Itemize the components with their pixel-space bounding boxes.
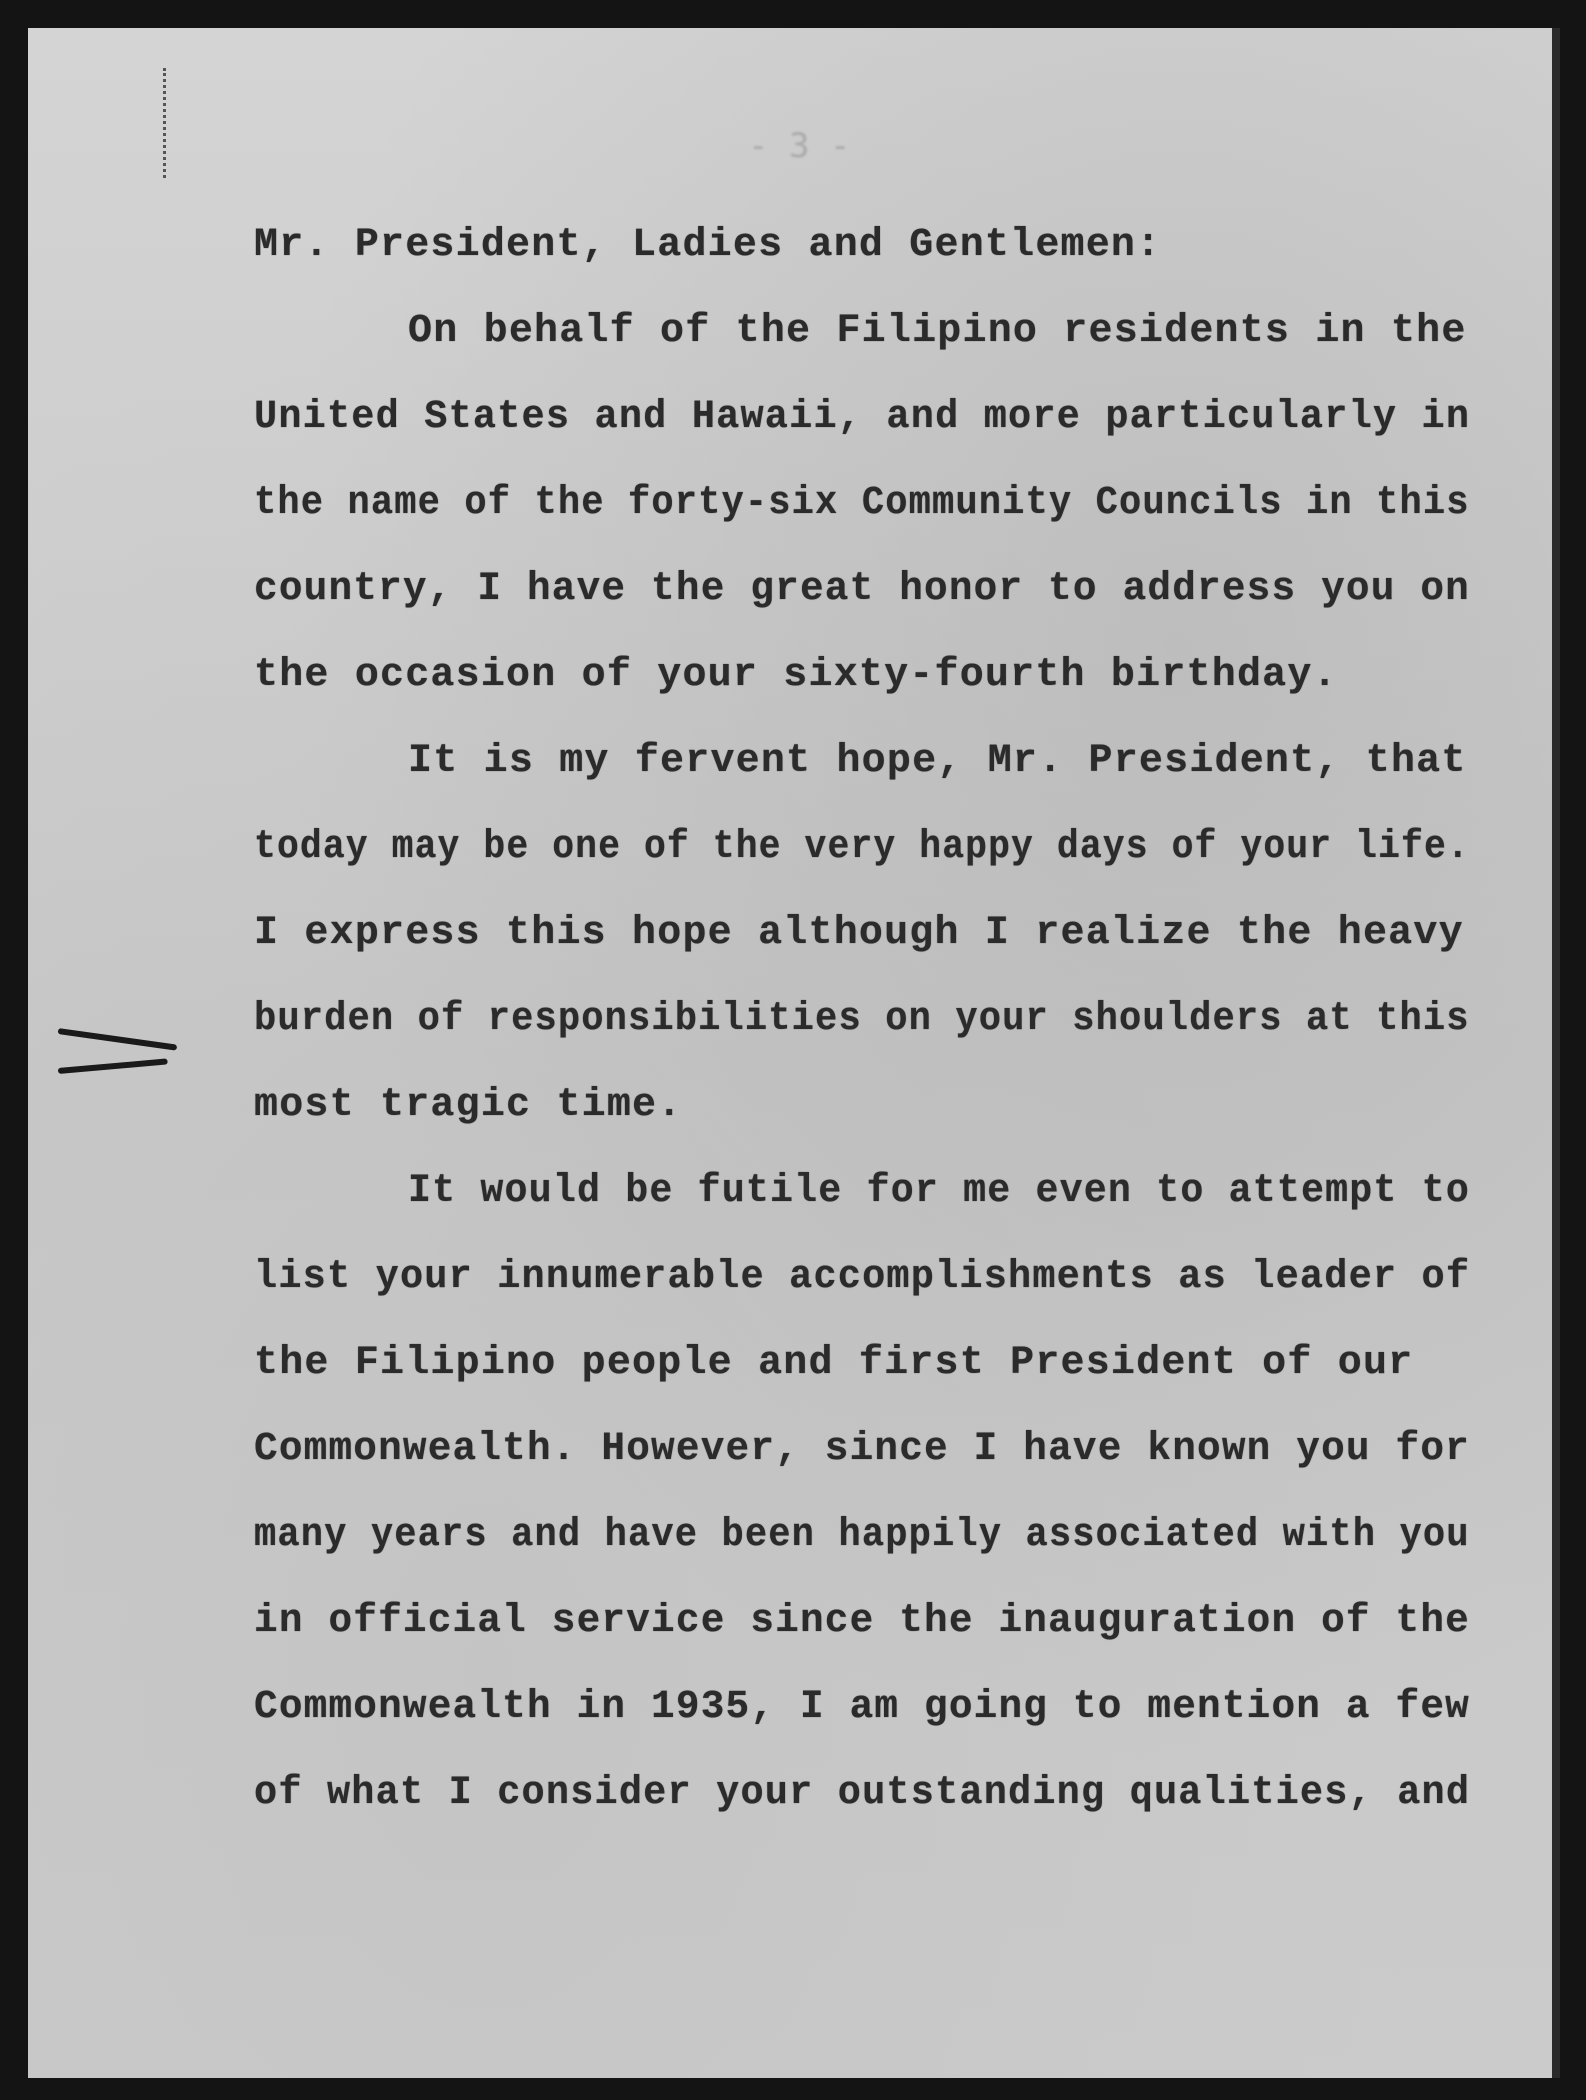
text-line: country, I have the great honor to address you on: [254, 567, 1470, 612]
text-line: burden of responsibilities on your shoulders at this: [254, 997, 1470, 1042]
text-line: many years and have been happily associated with you: [254, 1513, 1470, 1558]
salutation: Mr. President, Ladies and Gentlemen:: [254, 223, 1162, 268]
text-line: Commonwealth. However, since I have known you for: [254, 1427, 1470, 1472]
text-line: today may be one of the very happy days of your life.: [254, 825, 1470, 870]
page-edge: [1552, 28, 1560, 2078]
text-line: It is my fervent hope, Mr. President, that: [408, 739, 1467, 784]
text-line: list your innumerable accomplishments as leader of: [254, 1255, 1471, 1300]
text-line: most tragic time.: [254, 1083, 683, 1128]
text-line: On behalf of the Filipino residents in the: [408, 309, 1467, 354]
text-line: in official service since the inauguration of the: [254, 1599, 1470, 1644]
text-line: the occasion of your sixty-fourth birthday.: [254, 653, 1338, 698]
text-line: United States and Hawaii, and more particularly in: [254, 395, 1471, 440]
text-line: It would be futile for me even to attempt to: [408, 1169, 1470, 1214]
text-line: the Filipino people and first President of our: [254, 1341, 1414, 1386]
page-number: - 3 -: [748, 126, 851, 166]
text-line: of what I consider your outstanding qualities, and: [254, 1771, 1471, 1816]
document-page: [28, 28, 1560, 2078]
text-line: the name of the forty-six Community Councils in this: [254, 481, 1470, 526]
text-line: I express this hope although I realize the heavy: [254, 911, 1464, 956]
text-line: Commonwealth in 1935, I am going to mention a few: [254, 1685, 1470, 1730]
